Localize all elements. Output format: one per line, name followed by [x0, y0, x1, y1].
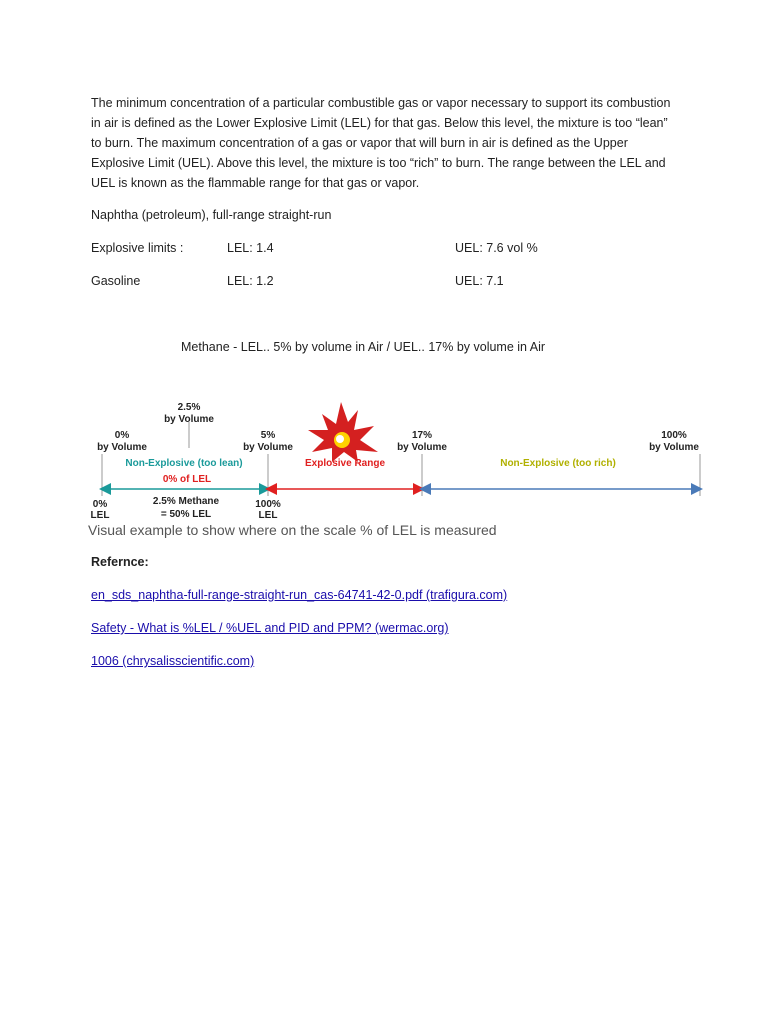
reference-link-chrysalis[interactable]: 1006 (chrysalisscientific.com): [91, 654, 255, 668]
methane-note-line1: 2.5% Methane: [152, 496, 220, 507]
reference-link-wermac[interactable]: Safety - What is %LEL / %UEL and PID and PPM? (wermac.org): [91, 621, 449, 635]
lel-range-label: 0% of LEL: [162, 474, 212, 485]
methane-note-line2: = 50% LEL: [160, 509, 212, 520]
reference-link-trafigura[interactable]: en_sds_naphtha-full-range-straight-run_cas-64741-42-0.pdf (trafigura.com): [91, 588, 508, 602]
gasoline-row-label: Gasoline: [91, 274, 141, 288]
intro-paragraph: The minimum concentration of a particular combustible gas or vapor necessary to support its combustion in air is defined as the Lower Explosive Limit (LEL) for that gas. Below this level, the mixture is too “lean” to burn. The maximum concentration of a gas or vapor that will burn in air is defined as the Upper Explosive Limit (UEL). Above this level, the mixture is too “rich” to burn. The range between the LEL and UEL is known as the flammable range for that gas or vapor.: [91, 96, 671, 190]
zone-lean-label: Non-Explosive (too lean): [125, 458, 243, 469]
explosive-range-diagram: [86, 396, 706, 522]
lel100-pct: 100%: [255, 499, 281, 510]
label-100-pct: 100%: [661, 430, 687, 441]
gasoline-row-uel: UEL: 7.1: [455, 274, 504, 288]
lel0-unit: LEL: [90, 510, 110, 521]
label-17-vol: by Volume: [397, 442, 447, 453]
substance-name: Naphtha (petroleum), full-range straight-run: [91, 208, 332, 222]
limits-row-uel: UEL: 7.6 vol %: [455, 241, 538, 255]
methane-title: Methane - LEL.. 5% by volume in Air / UEL.. 17% by volume in Air: [181, 340, 546, 354]
limits-row-label: Explosive limits :: [91, 241, 184, 255]
gasoline-row-lel: LEL: 1.2: [227, 274, 274, 288]
label-0-vol: by Volume: [97, 442, 147, 453]
explosion-burst-icon: [308, 402, 378, 462]
label-100-vol: by Volume: [649, 442, 699, 453]
label-5-vol: by Volume: [243, 442, 293, 453]
zone-rich-label: Non-Explosive (too rich): [500, 458, 616, 469]
label-2-5-pct: 2.5%: [177, 402, 201, 413]
label-2-5-vol: by Volume: [164, 414, 214, 425]
zone-explosive-label: Explosive Range: [304, 458, 386, 469]
lel100-unit: LEL: [258, 510, 278, 521]
label-0-pct: 0%: [114, 430, 130, 441]
lel0-pct: 0%: [92, 499, 108, 510]
limits-row-lel: LEL: 1.4: [227, 241, 274, 255]
diagram-caption: Visual example to show where on the scale % of LEL is measured: [88, 522, 497, 538]
label-5-pct: 5%: [260, 430, 276, 441]
references-heading: Refernce:: [91, 555, 149, 569]
label-17-pct: 17%: [411, 430, 433, 441]
